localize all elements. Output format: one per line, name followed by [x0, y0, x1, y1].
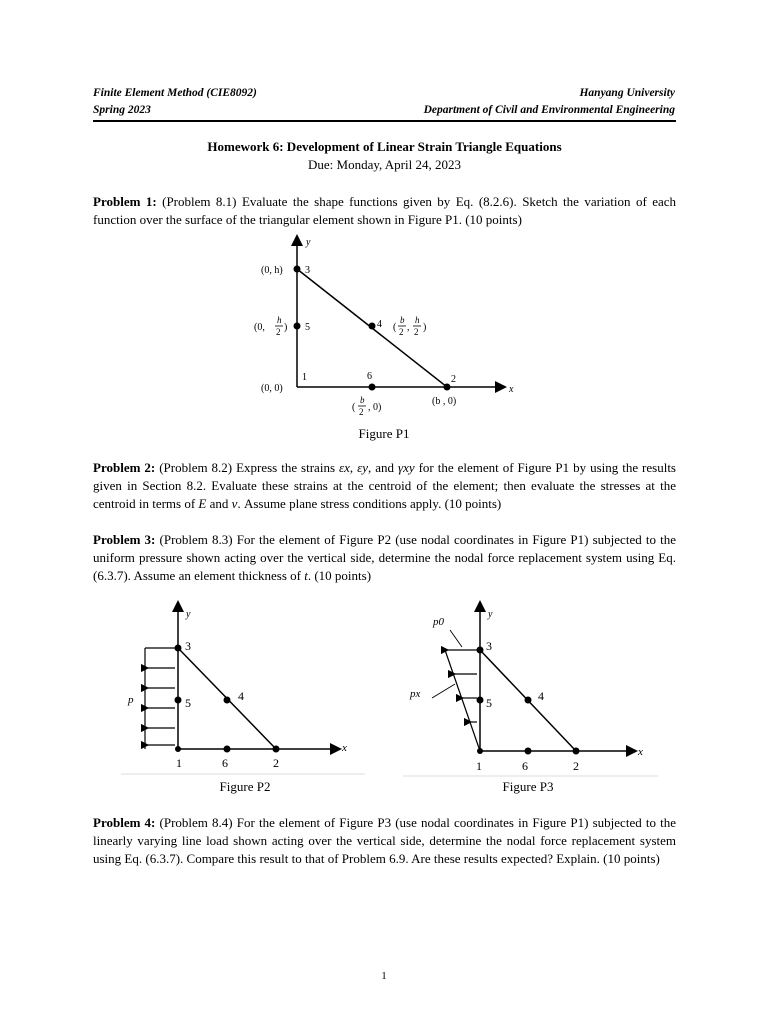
coord-node-2: (b , 0) — [432, 396, 457, 407]
problem-text-b: for the element of Figure P1 by using the results given in Section 8.2. Evaluate these strains at the centroid of the element; then evaluate the stresses at the centroid in terms of — [93, 460, 676, 512]
figure-p3 — [400, 600, 662, 780]
problem-3 — [93, 531, 676, 586]
coord-node-4-post: ) — [423, 322, 427, 333]
node-4 — [525, 697, 532, 704]
coord-node-4-pre: ( — [393, 322, 397, 333]
y-axis-label: y — [306, 237, 311, 248]
node-label-5: 5 — [185, 696, 191, 710]
department-name: Department of Civil and Environmental Engineering — [423, 104, 675, 116]
node-3 — [175, 645, 182, 652]
coord-node-1: (0, 0) — [261, 383, 283, 394]
university-name: Hanyang University — [579, 87, 675, 99]
course-name: Finite Element Method (CIE8092) — [93, 87, 257, 99]
node-6 — [525, 748, 532, 755]
problem-text-c: . Assume plane stress conditions apply. (10 points) — [237, 496, 502, 512]
node-5 — [294, 323, 301, 330]
x-axis-label: x — [509, 384, 514, 395]
node-label-1: 1 — [302, 372, 307, 383]
leader-line — [432, 684, 455, 698]
node-2 — [573, 748, 580, 755]
header-left — [93, 85, 257, 119]
coord-node-6-den: 2 — [359, 407, 364, 417]
homework-title: Homework 6: Development of Linear Strain Triangle Equations — [207, 139, 562, 154]
coord-node-3: (0, h) — [261, 265, 283, 276]
load-outline — [445, 650, 480, 751]
coord-node-4 — [393, 315, 426, 337]
node-label-2: 2 — [451, 374, 456, 385]
coord-node-6-post: , 0) — [368, 402, 382, 413]
coord-node-4-b: b — [400, 315, 405, 325]
figure-p2 — [118, 600, 368, 780]
page-number: 1 — [381, 970, 387, 982]
node-label-6: 6 — [367, 371, 372, 382]
node-2 — [273, 746, 280, 753]
coord-node-6-num: b — [360, 395, 365, 405]
problem-label: Problem 2: — [93, 460, 156, 475]
problem-text-a: (Problem 8.2) Express the strains — [159, 460, 339, 475]
coord-node-5-pre: (0, — [254, 322, 265, 333]
problem-4 — [93, 814, 676, 869]
separator: , — [349, 460, 358, 475]
strain-ey-symbol: εy — [357, 460, 368, 475]
conjunction: and — [206, 496, 232, 512]
problem-text: (Problem 8.1) Evaluate the shape functions given by Eq. (8.2.6). Sketch the variation of each function over the surface of the triangular element shown in Figure P1. (10 points) — [93, 194, 677, 228]
node-label-5: 5 — [305, 322, 310, 333]
node-label-4: 4 — [377, 319, 382, 330]
node-4 — [369, 323, 376, 330]
strain-gxy-symbol: γxy — [397, 460, 415, 475]
coord-node-6-pre: ( — [352, 402, 356, 413]
node-label-3: 3 — [486, 639, 492, 653]
node-1 — [477, 748, 483, 754]
node-label-1: 1 — [176, 756, 182, 770]
x-axis-label: x — [342, 742, 347, 754]
x-axis-label: x — [638, 746, 643, 758]
problem-text-a: (Problem 8.3) For the element of Figure P2 (use nodal coordinates in Figure P1) subjected to the uniform pressure shown acting over the vertical side, determine the nodal force replacement system using Eq. (6.3.7). Assume an element thickness of — [93, 532, 676, 584]
separator: , and — [368, 460, 398, 475]
coord-node-6 — [352, 395, 381, 417]
due-date: Due: Monday, April 24, 2023 — [308, 157, 461, 172]
figure-p1-caption: Figure P1 — [358, 426, 410, 441]
header-rule — [93, 120, 676, 122]
strain-ex-symbol: εx — [338, 460, 350, 475]
figure-p2-caption: Figure P2 — [219, 779, 271, 794]
problem-text: (Problem 8.4) For the element of Figure P3 (use nodal coordinates in Figure P1) subjected to the linearly varying line load shown acting over the vertical side, determine the nodal force replacement system using Eq. (6.3.7). Compare this result to that of Problem 6.9. Are these results expected? Explain. (10 points) — [93, 815, 676, 867]
coord-node-4-comma: , — [407, 322, 410, 333]
node-3 — [477, 647, 484, 654]
load-label-p0: p0 — [433, 616, 444, 628]
poisson-symbol: ν — [231, 496, 238, 512]
node-6 — [369, 384, 376, 391]
node-label-6: 6 — [522, 759, 528, 773]
problem-1 — [93, 193, 676, 229]
coord-node-4-h: h — [415, 315, 420, 325]
term: Spring 2023 — [93, 104, 151, 116]
problem-label: Problem 3: — [93, 532, 156, 547]
homework-title-block — [93, 138, 676, 174]
node-label-6: 6 — [222, 756, 228, 770]
node-6 — [224, 746, 231, 753]
node-label-5: 5 — [486, 696, 492, 710]
node-1 — [175, 746, 181, 752]
y-axis-label: y — [488, 609, 493, 620]
thickness-symbol: t — [304, 568, 308, 584]
figure-p1 — [245, 232, 535, 422]
modulus-symbol: E — [198, 496, 207, 512]
load-label-px: px — [410, 688, 421, 700]
node-3 — [294, 266, 301, 273]
node-label-2: 2 — [573, 759, 579, 773]
coord-node-5-post: ) — [284, 322, 288, 333]
header-right — [424, 85, 675, 119]
coord-node-4-den: 2 — [414, 327, 419, 337]
y-axis-label: y — [186, 609, 191, 620]
problem-2 — [93, 459, 676, 514]
node-5 — [175, 697, 182, 704]
figure-p3-caption: Figure P3 — [502, 779, 554, 794]
node-5 — [477, 697, 484, 704]
coord-node-5-num: h — [277, 315, 282, 325]
problem-label: Problem 1: — [93, 194, 157, 209]
node-4 — [224, 697, 231, 704]
node-label-2: 2 — [273, 756, 279, 770]
problem-text-b: . (10 points) — [307, 568, 372, 584]
coord-node-4-den: 2 — [399, 327, 404, 337]
node-label-4: 4 — [238, 689, 244, 703]
node-2 — [444, 384, 451, 391]
node-label-3: 3 — [305, 265, 310, 276]
load-label-p: p — [128, 694, 134, 706]
node-label-4: 4 — [538, 689, 544, 703]
coord-node-5 — [254, 315, 287, 337]
node-label-1: 1 — [476, 759, 482, 773]
coord-node-5-den: 2 — [276, 327, 281, 337]
problem-label: Problem 4: — [93, 815, 156, 830]
leader-line — [450, 630, 462, 647]
node-label-3: 3 — [185, 639, 191, 653]
